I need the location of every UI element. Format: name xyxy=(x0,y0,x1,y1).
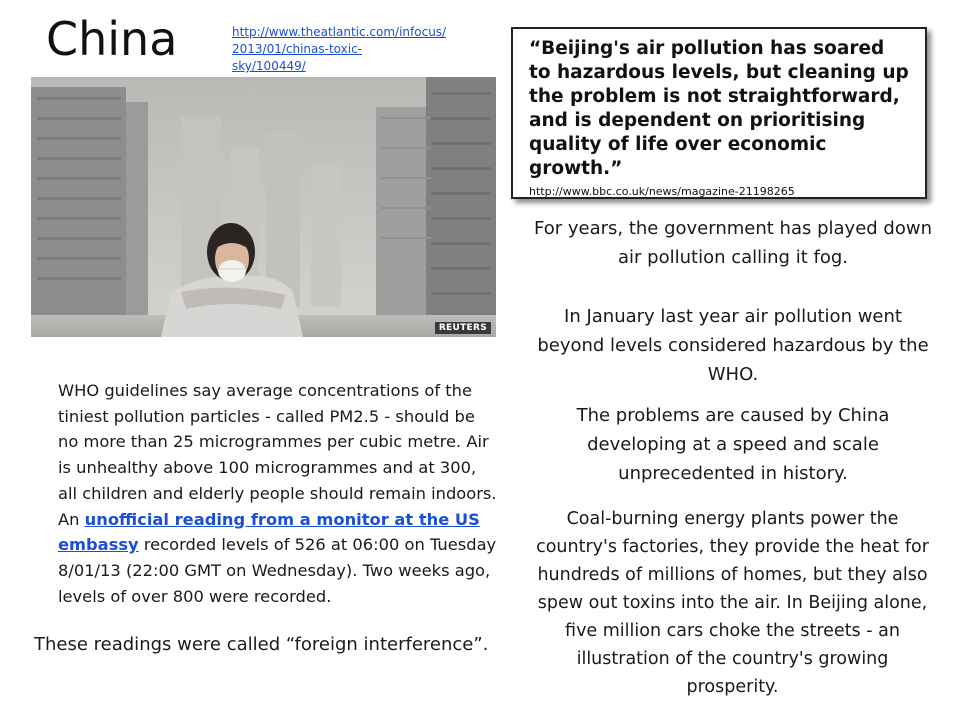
paragraph-coal-plants: Coal-burning energy plants power the country's factories, they provide the heat for hundreds of millions of homes, but they also spew out toxins into the air. In Beijing alone, five million cars choke the streets - an illustration of the country's growing prosperity. xyxy=(536,509,929,697)
who-text-before-link: WHO guidelines say average concentrations of the tiniest pollution particles - called PM2.5 - should be no more than 25 microgrammes per cubic metre. Air is unhealthy above 100 microgrammes and at 300, all children and elderly people should remain indoors. An xyxy=(58,381,497,529)
source-link-line2: 2013/01/chinas-toxic-sky/100449/ xyxy=(232,42,363,73)
paragraph-january-hazardous: In January last year air pollution went beyond levels considered hazardous by the WHO. xyxy=(537,306,929,385)
smog-photo xyxy=(31,77,496,337)
page-title: China xyxy=(46,12,178,66)
paragraph-problems-cause: The problems are caused by China developing at a speed and scale unprecedented in history. xyxy=(576,405,890,484)
source-link-line1: http://www.theatlantic.com/infocus/ xyxy=(232,25,447,39)
bbc-quote-box xyxy=(511,27,927,199)
paragraph-government-fog: For years, the government has played down air pollution calling it fog. xyxy=(534,218,932,268)
reuters-watermark: REUTERS xyxy=(435,322,491,334)
atlantic-source-link[interactable] xyxy=(232,24,447,75)
paragraph-who-guidelines xyxy=(58,378,498,609)
quote-text: “Beijing's air pollution has soared to hazardous levels, but cleaning up the problem is not straightforward, and is dependent on prioritising quality of life over economic growth.” xyxy=(529,38,909,179)
who-text-after-link: recorded levels of 526 at 06:00 on Tuesday 8/01/13 (22:00 GMT on Wednesday). Two weeks ago, levels of over 800 were recorded. xyxy=(58,535,497,606)
quote-source-url: http://www.bbc.co.uk/news/magazine-21198265 xyxy=(529,185,795,198)
paragraph-foreign-interference: These readings were called “foreign interference”. xyxy=(34,634,489,655)
smog-scene-illustration xyxy=(31,77,496,337)
us-embassy-reading-link[interactable]: unofficial reading from a monitor at the US embassy xyxy=(58,509,480,555)
